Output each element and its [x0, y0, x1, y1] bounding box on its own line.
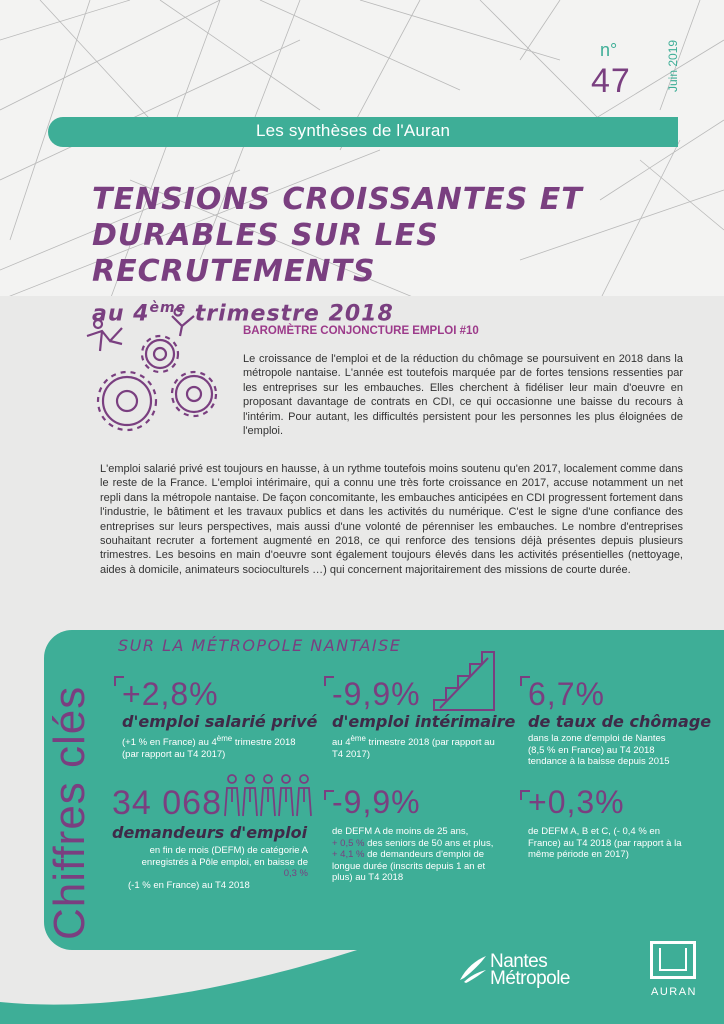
unemployment-rate-label: de taux de chômage: [528, 712, 712, 731]
jobseekers-note: en fin de mois (DEFM) de catégorie A enregistrés à Pôle emploi, en baisse de 0,3 % (-1 % en France) au T4 2018: [128, 845, 308, 891]
abc-jobseekers-value: +0,3%: [528, 784, 625, 820]
temp-employment-value: -9,9%: [332, 676, 421, 712]
nantes-metropole-logo: Nantes Métropole: [490, 951, 570, 989]
temp-employment-label: d'emploi intérimaire: [332, 712, 516, 731]
auran-logo-text: AURAN: [651, 986, 698, 998]
issue-number: 47: [591, 62, 631, 100]
unemployment-rate-value: 6,7%: [528, 676, 605, 712]
jobseekers-value: 34 068: [112, 784, 222, 822]
body-paragraph: L'emploi salarié privé est toujours en hausse, à un rythme toutefois moins soutenu qu'en 2017, localement comme dans le reste de la France. L'emploi intérimaire, qui a connu une très forte croissance en 2017, accuse notamment un net repli dans la métropole nantaise. De façon concomitante, les embauches anticipées en CDI progressent fortement dans l'industrie, le bâtiment et les travaux publics et dans les activités du numérique. C'est le signe d'une confiance des entreprises sur leurs perspectives, mais aussi d'une volonté de pérenniser les embauches. Le nombre d'entreprises souhaitant recruter a fortement augmenté en 2018, ce qui renforce des tensions déjà présentes depuis plusieurs trimestres. Les besoins en main d'oeuvre sont également toujours élevés dans les activités présentielles (nettoyage, aides à domicile, animateurs socioculturels …) qui concernent majoritairement des missions de courte durée.: [100, 463, 683, 576]
title-line-1: TENSIONS CROISSANTES ET: [92, 182, 583, 217]
auran-logo: [650, 941, 696, 979]
issue-date: Juin 2019: [666, 39, 680, 92]
salaried-employment-label: d'emploi salarié privé: [122, 712, 318, 731]
abc-jobseekers-note: de DEFM A, B et C, (- 0,4 % en France) au T4 2018 (par rapport à la même période en 2017): [528, 826, 682, 860]
salaried-employment-note: (+1 % en France) au 4ème trimestre 2018 (par rapport au T4 2017): [122, 734, 296, 760]
series-label: Les synthèses de l'Auran: [256, 121, 451, 140]
title-line-3: au 4ème trimestre 2018: [92, 300, 394, 327]
key-figures-vertical-title: Chiffres clés: [45, 685, 94, 940]
unemployment-rate-note: dans la zone d'emploi de Nantes (8,5 % en France) au T4 2018 tendance à la baisse depuis 2015: [528, 733, 670, 767]
issue-number-prefix: n°: [600, 40, 618, 60]
people-group-icon: [222, 772, 318, 818]
youth-jobseekers-value: -9,9%: [332, 784, 421, 820]
intro-paragraph: Le croissance de l'emploi et de la réduction du chômage se poursuivent en 2018 dans la métropole nantaise. L'année est toutefois marquée par de fortes tensions ressenties par les entreprises sur les embauches. Elles cherchent à fidéliser leur main d'oeuvre en proposant davantage de contrats en CDI, ce qui occasionne une baisse du recours à l'intérim. Pour autant, les difficultés persistent pour les personnes les plus éloignées de l'emploi.: [243, 353, 683, 438]
title-line-2: DURABLES SUR LES RECRUTEMENTS: [92, 218, 439, 289]
footer-wave: [0, 930, 724, 1024]
temp-employment-note: au 4ème trimestre 2018 (par rapport au T4 2017): [332, 734, 495, 760]
gears-illustration-icon: [82, 306, 232, 446]
youth-jobseekers-note: de DEFM A de moins de 25 ans, + 0,5 % des seniors de 50 ans et plus, + 4,1 % de demandeurs d'emploi de longue durée (inscrits depuis 1 an et plus) au T4 2018: [332, 826, 494, 883]
nantes-bird-icon: [458, 954, 488, 984]
jobseekers-label: demandeurs d'emploi: [112, 823, 308, 842]
key-figures-heading: SUR LA MÉTROPOLE NANTAISE: [118, 636, 402, 655]
salaried-employment-value: +2,8%: [122, 676, 219, 712]
barometer-kicker: BAROMÈTRE CONJONCTURE EMPLOI #10: [243, 325, 479, 337]
stairs-climber-icon: [430, 642, 500, 714]
